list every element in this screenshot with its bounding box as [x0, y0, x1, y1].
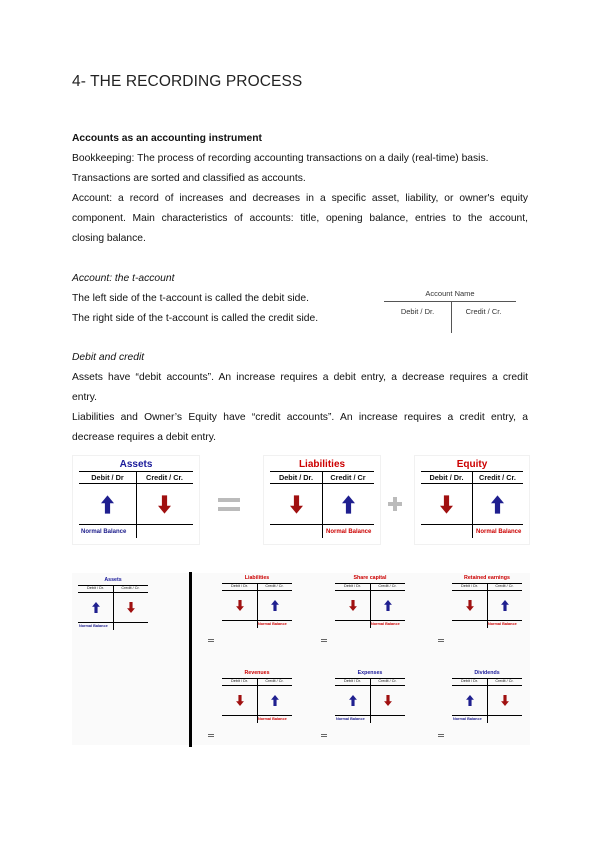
credit-label: Credit / Cr	[330, 473, 366, 482]
section-debit-credit-title: Debit and credit	[72, 352, 145, 363]
credit-arrow-up-icon	[384, 600, 392, 611]
account-title: Equity	[456, 459, 488, 470]
debit-label: Debit / Dr.	[429, 473, 464, 482]
debit-label: Debit / Dr.	[278, 473, 314, 482]
credit-label: Credit / Cr.	[121, 586, 140, 590]
small-equals-sign	[208, 639, 214, 643]
credit-label: Credit / Cr.	[265, 679, 284, 683]
text-line: Bookkeeping: The process of recording accounting transactions on a daily (real-time) basis.	[72, 153, 489, 164]
account-title: Assets	[104, 577, 122, 583]
debit-label: Debit / Dr	[91, 473, 124, 482]
credit-arrow-down-icon	[127, 602, 135, 613]
small-equals-sign	[321, 639, 327, 643]
taccount-credit-label: Credit / Cr.	[465, 307, 502, 316]
normal-balance-label: Normal Balance	[326, 529, 372, 535]
small-equals-sign	[438, 734, 444, 738]
normal-balance-label: Normal Balance	[488, 622, 517, 626]
plus-sign	[388, 497, 402, 511]
text-line: Liabilities and Owner’s Equity have “credit accounts”. An increase requires a credit entry, a	[72, 412, 528, 423]
credit-arrow-up-icon	[342, 495, 355, 514]
small-account-1	[222, 575, 292, 631]
credit-label: Credit / Cr.	[495, 679, 514, 683]
debit-arrow-down-icon	[349, 600, 357, 611]
account-title: Liabilities	[298, 459, 346, 470]
small-equals-sign	[321, 734, 327, 738]
account-title: Dividends	[474, 670, 500, 676]
credit-arrow-up-icon	[271, 695, 279, 706]
panel-divider	[189, 572, 192, 747]
debit-arrow-down-icon	[236, 600, 244, 611]
credit-label: Credit / Cr.	[265, 584, 284, 588]
small-account-2	[335, 575, 405, 631]
normal-balance-label: Normal Balance	[453, 717, 482, 721]
normal-balance-label: Normal Balance	[476, 529, 522, 535]
debit-arrow-down-icon	[466, 600, 474, 611]
normal-balance-label: Normal Balance	[371, 622, 400, 626]
credit-label: Credit / Cr.	[146, 473, 183, 482]
account-title: Liabilities	[244, 575, 270, 581]
credit-arrow-down-icon	[501, 695, 509, 706]
normal-balance-label: Normal Balance	[81, 529, 127, 535]
section-debit-credit	[72, 348, 528, 448]
section-taccount-title: Account: the t-account	[72, 273, 175, 284]
credit-arrow-up-icon	[491, 495, 504, 514]
section-taccount	[72, 269, 372, 329]
small-account-6	[452, 670, 522, 726]
debit-label: Debit / Dr.	[461, 679, 478, 683]
credit-label: Credit / Cr.	[495, 584, 514, 588]
account-title: Revenues	[244, 670, 270, 676]
account-title: Retained earnings	[464, 575, 510, 581]
debit-label: Debit / Dr.	[344, 584, 361, 588]
small-equals-sign	[208, 734, 214, 738]
text-line: closing balance.	[72, 233, 146, 244]
debit-label: Debit / Dr.	[87, 586, 104, 590]
small-equals-sign	[438, 639, 444, 643]
text-line: Transactions are sorted and classified as accounts.	[72, 173, 306, 184]
text-line: component. Main characteristics of accounts: title, opening balance, entries to the account,	[72, 213, 528, 224]
account-title: Expenses	[357, 670, 383, 676]
normal-balance-label: Normal Balance	[79, 624, 108, 628]
text-line: Assets have “debit accounts”. An increase requires a debit entry, a decrease requires a credit	[72, 372, 528, 383]
account-divider-line	[487, 678, 488, 723]
taccount-name: Account Name	[425, 289, 475, 298]
debit-label: Debit / Dr.	[344, 679, 361, 683]
text-line: The left side of the t-account is called the debit side.	[72, 293, 309, 304]
account-divider-line	[370, 678, 371, 723]
normal-balance-label: Normal Balance	[336, 717, 365, 721]
debit-label: Debit / Dr.	[231, 679, 248, 683]
account-title: Share capital	[353, 575, 387, 581]
section-accounts	[72, 129, 528, 249]
credit-arrow-down-icon	[158, 495, 171, 514]
taccount-debit-label: Debit / Dr.	[400, 307, 435, 316]
debit-arrow-down-icon	[236, 695, 244, 706]
small-account-0	[78, 577, 148, 633]
small-account-3	[452, 575, 522, 631]
section-accounts-title: Accounts as an accounting instrument	[72, 133, 262, 144]
page-title: 4- THE RECORDING PROCESS	[72, 73, 303, 90]
text-line: decrease requires a debit entry.	[72, 432, 217, 443]
equals-sign	[218, 498, 240, 512]
debit-arrow-up-icon	[92, 602, 100, 613]
big-account-0	[72, 455, 200, 545]
debit-arrow-up-icon	[349, 695, 357, 706]
big-account-2	[414, 455, 530, 545]
normal-balance-label: Normal Balance	[258, 622, 287, 626]
credit-label: Credit / Cr.	[479, 473, 516, 482]
debit-label: Debit / Dr.	[461, 584, 478, 588]
normal-balance-label: Normal Balance	[258, 717, 287, 721]
debit-label: Debit / Dr.	[231, 584, 248, 588]
debit-arrow-up-icon	[101, 495, 114, 514]
text-line: The right side of the t-account is called the credit side.	[72, 313, 319, 324]
credit-arrow-down-icon	[384, 695, 392, 706]
credit-label: Credit / Cr.	[378, 584, 397, 588]
text-line: entry.	[72, 392, 97, 403]
debit-arrow-down-icon	[440, 495, 453, 514]
debit-arrow-down-icon	[290, 495, 303, 514]
small-account-4	[222, 670, 292, 726]
taccount-top-line	[384, 301, 516, 302]
small-account-5	[335, 670, 405, 726]
credit-arrow-up-icon	[271, 600, 279, 611]
account-divider-line	[113, 585, 114, 630]
credit-label: Credit / Cr.	[378, 679, 397, 683]
taccount-divider-line	[451, 301, 452, 333]
big-account-1	[263, 455, 381, 545]
credit-arrow-up-icon	[501, 600, 509, 611]
account-title: Assets	[119, 459, 153, 470]
debit-arrow-up-icon	[466, 695, 474, 706]
text-line: Account: a record of increases and decreases in a specific asset, liability, or owner's equity	[72, 193, 528, 204]
